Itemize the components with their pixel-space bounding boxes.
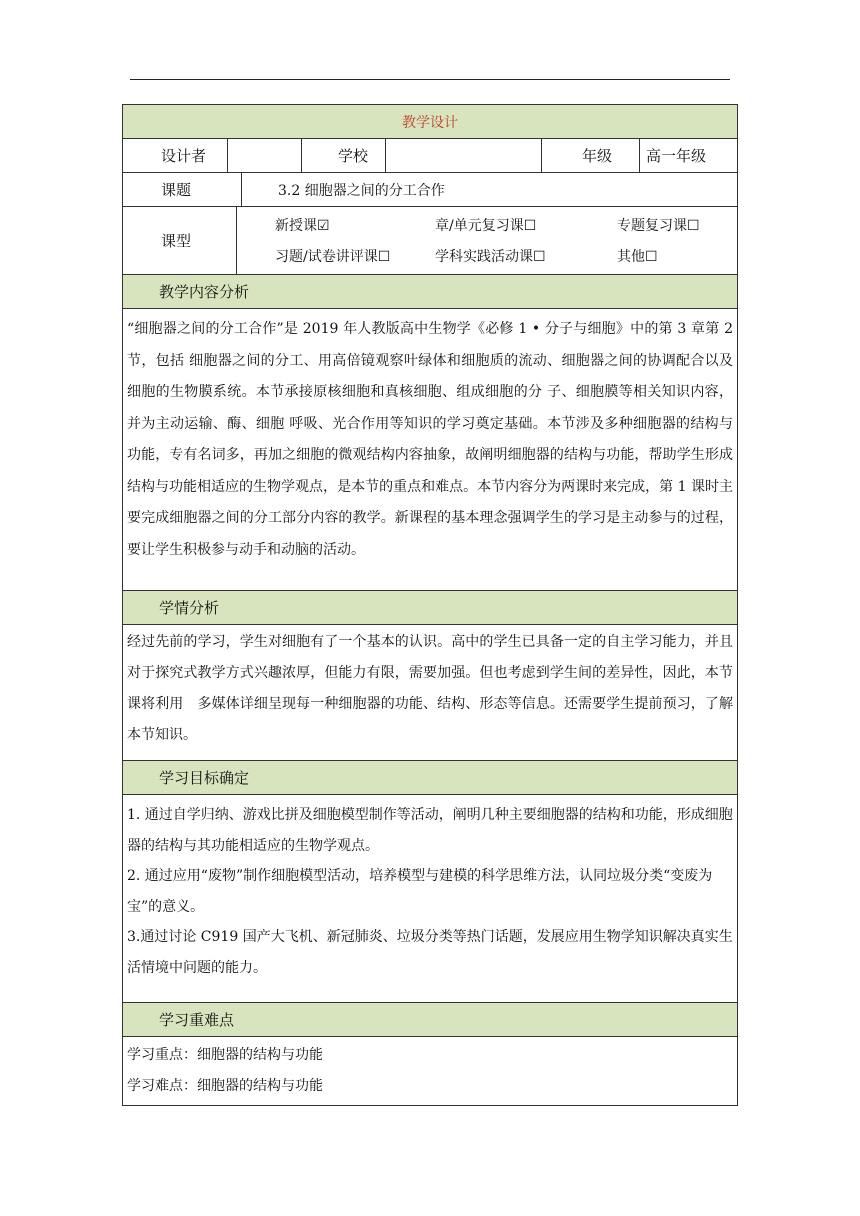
- topic-row: [123, 173, 737, 207]
- lesson-type-option: 章/单元复习课☐: [435, 218, 537, 234]
- student-analysis-heading: 学情分析: [123, 591, 737, 625]
- lesson-type-option: 习题/试卷讲评课☐: [275, 248, 391, 265]
- lesson-type-row: [123, 207, 737, 275]
- objective-item: 2. 通过应用“废物”制作细胞模型活动，培养模型与建模的科学思维方法，认同垃圾分类“变废为宝”的意义。: [127, 868, 713, 915]
- topic-label: 课题: [161, 181, 192, 199]
- table-title: 教学设计: [402, 114, 458, 131]
- grade-label: 年级: [541, 139, 639, 172]
- lesson-type-options: [236, 207, 737, 274]
- designer-label: 设计者: [161, 147, 207, 165]
- objectives-body: [123, 795, 737, 1003]
- objectives-heading: 学习目标确定: [123, 761, 737, 795]
- content-analysis-heading: 教学内容分析: [123, 275, 737, 309]
- designer-value: [227, 139, 301, 172]
- lesson-type-label: 课型: [161, 232, 192, 250]
- key-points-body: [123, 1037, 737, 1105]
- lesson-design-table: [122, 104, 738, 1106]
- topic-value: 3.2 细胞器之间的分工合作: [241, 173, 737, 206]
- content-analysis-text: “细胞器之间的分工合作”是 2019 年人教版高中生物学《必修 1 • 分子与细胞》中的第 3 章第 2 节，包括 细胞器之间的分工、用高倍镜观察叶绿体和细胞质的流动、细胞器之间的协调配合以及细胞的生物膜系统。本节承接原核细胞和真核细胞、组成细胞的分 子、细胞膜等相关知识内容，并为主动运输、酶、细胞 呼吸、光合作用等知识的学习奠定基础。本节涉及多种细胞器的结构与功能，专有名词多，再加之细胞的微观结构内容抽象，故阐明细胞器的结构与功能，帮助学生形成结构与功能相适应的生物学观点，是本节的重点和难点。本节内容分为两课时来完成，第 1 课时主要完成细胞器之间的分工部分内容的教学。新课程的基本理念强调学生的学习是主动参与的过程，要让学生积极参与动手和动脑的活动。: [127, 321, 733, 558]
- school-label: 学校: [301, 139, 385, 172]
- info-row: [123, 139, 737, 173]
- key-points-heading: 学习重难点: [123, 1003, 737, 1037]
- lesson-type-option: 其他☐: [617, 248, 658, 265]
- student-analysis-body: [123, 625, 737, 761]
- table-title-row: [123, 105, 737, 139]
- objective-item: 3.通过讨论 C919 国产大飞机、新冠肺炎、垃圾分类等热门话题，发展应用生物学知识解决真实生活情境中问题的能力。: [127, 929, 733, 976]
- objective-item: 1. 通过自学归纳、游戏比拼及细胞模型制作等活动，阐明几种主要细胞器的结构和功能，形成细胞器的结构与其功能相适应的生物学观点。: [127, 807, 733, 854]
- grade-value: 高一年级: [639, 139, 737, 172]
- key-point-item: 学习重点：细胞器的结构与功能: [127, 1047, 323, 1063]
- lesson-type-option: 专题复习课☐: [617, 218, 700, 234]
- lesson-type-option: 新授课☑: [275, 218, 330, 234]
- header-rule: [130, 79, 730, 80]
- content-analysis-body: [123, 309, 737, 591]
- student-analysis-text: 经过先前的学习，学生对细胞有了一个基本的认识。高中的学生已具备一定的自主学习能力，并且对于探究式教学方式兴趣浓厚，但能力有限，需要加强。但也考虑到学生间的差异性，因此，本节课将利用 多媒体详细呈现每一种细胞器的功能、结构、形态等信息。还需要学生提前预习，了解本节知识。: [127, 634, 733, 743]
- key-point-item: 学习难点：细胞器的结构与功能: [127, 1078, 323, 1094]
- school-value: [385, 139, 541, 172]
- lesson-type-option: 学科实践活动课☐: [435, 248, 546, 265]
